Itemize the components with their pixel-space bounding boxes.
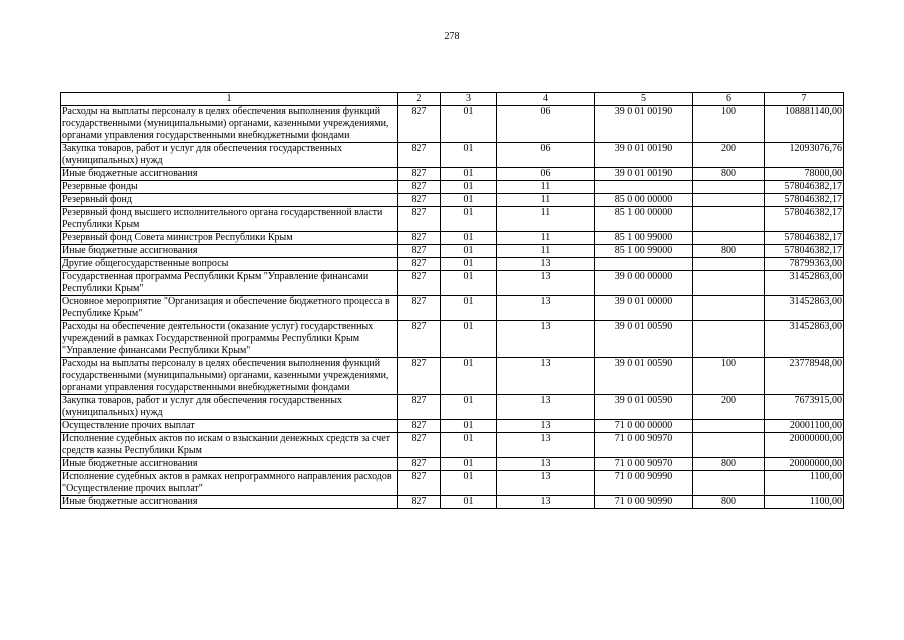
table-row [61,232,844,245]
cell-expense-name: Резервный фонд высшего исполнительного органа государственной власти Республики Крым [61,207,398,232]
cell-expense-type: 200 [693,395,765,420]
cell-expense-type [693,321,765,358]
cell-section-code: 01 [441,258,497,271]
table-row [61,245,844,258]
cell-amount: 108881140,00 [765,106,844,143]
cell-subsection-code: 13 [497,271,595,296]
cell-subsection-code: 06 [497,143,595,168]
cell-expense-type: 100 [693,358,765,395]
cell-amount: 12093076,76 [765,143,844,168]
cell-section-code: 01 [441,420,497,433]
cell-subsection-code: 06 [497,106,595,143]
cell-ministry-code: 827 [398,420,441,433]
table-row [61,433,844,458]
page-number: 278 [444,31,460,42]
cell-subsection-code: 06 [497,168,595,181]
cell-subsection-code: 13 [497,358,595,395]
cell-target-article: 39 0 01 00590 [595,395,693,420]
cell-expense-name: Иные бюджетные ассигнования [61,496,398,509]
cell-target-article: 71 0 00 00000 [595,420,693,433]
cell-subsection-code: 11 [497,207,595,232]
cell-expense-type [693,471,765,496]
cell-amount: 20000000,00 [765,458,844,471]
cell-expense-name: Резервные фонды [61,181,398,194]
cell-target-article: 39 0 01 00190 [595,168,693,181]
cell-expense-type: 100 [693,106,765,143]
table-row [61,358,844,395]
table-row [61,106,844,143]
cell-expense-type [693,207,765,232]
cell-ministry-code: 827 [398,496,441,509]
cell-expense-type: 800 [693,496,765,509]
cell-ministry-code: 827 [398,143,441,168]
table-row [61,395,844,420]
cell-target-article: 39 0 00 00000 [595,271,693,296]
cell-amount: 78799363,00 [765,258,844,271]
cell-subsection-code: 11 [497,245,595,258]
cell-subsection-code: 13 [497,258,595,271]
cell-target-article: 85 1 00 99000 [595,232,693,245]
cell-subsection-code: 11 [497,232,595,245]
column-header-1: 1 [61,93,398,106]
cell-expense-name: Государственная программа Республики Крым "Управление финансами Республики Крым" [61,271,398,296]
cell-expense-type [693,271,765,296]
table-row [61,143,844,168]
cell-expense-name: Закупка товаров, работ и услуг для обеспечения государственных (муниципальных) нужд [61,143,398,168]
cell-ministry-code: 827 [398,471,441,496]
cell-ministry-code: 827 [398,245,441,258]
table-row [61,420,844,433]
column-header-3: 3 [441,93,497,106]
cell-expense-name: Осуществление прочих выплат [61,420,398,433]
cell-expense-name: Основное мероприятие "Организация и обеспечение бюджетного процесса в Республике Крым" [61,296,398,321]
cell-ministry-code: 827 [398,194,441,207]
cell-amount: 31452863,00 [765,296,844,321]
cell-target-article: 71 0 00 90970 [595,458,693,471]
cell-subsection-code: 13 [497,296,595,321]
cell-section-code: 01 [441,433,497,458]
cell-expense-name: Расходы на обеспечение деятельности (оказание услуг) государственных учреждений в рамках Государственной программы Республики Крым "Управление финансами Республики Крым" [61,321,398,358]
cell-amount: 31452863,00 [765,321,844,358]
cell-section-code: 01 [441,458,497,471]
table-row [61,258,844,271]
cell-expense-type: 800 [693,458,765,471]
cell-section-code: 01 [441,194,497,207]
cell-amount: 7673915,00 [765,395,844,420]
cell-target-article: 39 0 01 00000 [595,296,693,321]
table-row [61,181,844,194]
cell-amount: 578046382,17 [765,181,844,194]
cell-target-article: 71 0 00 90970 [595,433,693,458]
cell-target-article: 39 0 01 00590 [595,358,693,395]
table-row [61,168,844,181]
table-row [61,207,844,232]
cell-section-code: 01 [441,296,497,321]
table-row [61,194,844,207]
cell-ministry-code: 827 [398,395,441,420]
cell-amount: 23778948,00 [765,358,844,395]
cell-ministry-code: 827 [398,232,441,245]
cell-target-article: 85 1 00 99000 [595,245,693,258]
table-row [61,458,844,471]
cell-expense-name: Другие общегосударственные вопросы [61,258,398,271]
column-header-6: 6 [693,93,765,106]
cell-ministry-code: 827 [398,296,441,321]
cell-amount: 20000000,00 [765,433,844,458]
cell-target-article: 85 0 00 00000 [595,194,693,207]
table-body [61,106,844,509]
cell-section-code: 01 [441,143,497,168]
cell-target-article: 71 0 00 90990 [595,496,693,509]
cell-expense-name: Иные бюджетные ассигнования [61,458,398,471]
table-row [61,496,844,509]
column-header-5: 5 [595,93,693,106]
cell-section-code: 01 [441,106,497,143]
cell-section-code: 01 [441,321,497,358]
table-row [61,471,844,496]
cell-ministry-code: 827 [398,207,441,232]
cell-ministry-code: 827 [398,358,441,395]
cell-expense-type: 200 [693,143,765,168]
cell-expense-name: Резервный фонд [61,194,398,207]
cell-amount: 578046382,17 [765,207,844,232]
budget-table [60,92,844,509]
cell-section-code: 01 [441,207,497,232]
cell-amount: 20001100,00 [765,420,844,433]
cell-ministry-code: 827 [398,181,441,194]
cell-expense-name: Исполнение судебных актов по искам о взыскании денежных средств за счет средств казны Республики Крым [61,433,398,458]
cell-subsection-code: 11 [497,194,595,207]
cell-target-article: 71 0 00 90990 [595,471,693,496]
table-row [61,321,844,358]
cell-section-code: 01 [441,168,497,181]
cell-expense-name: Иные бюджетные ассигнования [61,245,398,258]
table-header [61,93,844,106]
cell-expense-type [693,420,765,433]
cell-ministry-code: 827 [398,106,441,143]
cell-target-article: 39 0 01 00190 [595,106,693,143]
cell-expense-name: Расходы на выплаты персоналу в целях обеспечения выполнения функций государственными (муниципальными) органами, казенными учреждениями, органами управления государственными внебюджетными фондами [61,106,398,143]
cell-subsection-code: 13 [497,471,595,496]
cell-ministry-code: 827 [398,271,441,296]
cell-amount: 1100,00 [765,471,844,496]
column-header-7: 7 [765,93,844,106]
cell-section-code: 01 [441,181,497,194]
cell-expense-type [693,258,765,271]
table-row [61,296,844,321]
cell-amount: 578046382,17 [765,194,844,207]
cell-amount: 578046382,17 [765,232,844,245]
cell-expense-type [693,181,765,194]
cell-expense-type: 800 [693,245,765,258]
cell-subsection-code: 13 [497,458,595,471]
cell-ministry-code: 827 [398,458,441,471]
cell-expense-type [693,296,765,321]
cell-section-code: 01 [441,232,497,245]
cell-ministry-code: 827 [398,321,441,358]
cell-subsection-code: 11 [497,181,595,194]
cell-target-article: 39 0 01 00190 [595,143,693,168]
cell-target-article [595,258,693,271]
cell-subsection-code: 13 [497,433,595,458]
cell-section-code: 01 [441,358,497,395]
cell-target-article: 39 0 01 00590 [595,321,693,358]
cell-section-code: 01 [441,245,497,258]
cell-target-article: 85 1 00 00000 [595,207,693,232]
cell-section-code: 01 [441,471,497,496]
table-row [61,271,844,296]
cell-ministry-code: 827 [398,433,441,458]
cell-subsection-code: 13 [497,321,595,358]
header-row [61,93,844,106]
cell-amount: 78000,00 [765,168,844,181]
cell-expense-type [693,194,765,207]
cell-target-article [595,181,693,194]
cell-amount: 578046382,17 [765,245,844,258]
cell-expense-name: Расходы на выплаты персоналу в целях обеспечения выполнения функций государственными (муниципальными) органами, казенными учреждениями, органами управления государственными внебюджетными фондами [61,358,398,395]
cell-section-code: 01 [441,496,497,509]
cell-section-code: 01 [441,395,497,420]
cell-expense-name: Закупка товаров, работ и услуг для обеспечения государственных (муниципальных) нужд [61,395,398,420]
cell-expense-type: 800 [693,168,765,181]
cell-subsection-code: 13 [497,496,595,509]
cell-expense-name: Резервный фонд Совета министров Республики Крым [61,232,398,245]
cell-subsection-code: 13 [497,420,595,433]
cell-expense-type [693,232,765,245]
column-header-4: 4 [497,93,595,106]
column-header-2: 2 [398,93,441,106]
cell-subsection-code: 13 [497,395,595,420]
cell-expense-name: Исполнение судебных актов в рамках непрограммного направления расходов "Осуществление прочих выплат" [61,471,398,496]
cell-expense-type [693,433,765,458]
cell-amount: 1100,00 [765,496,844,509]
cell-amount: 31452863,00 [765,271,844,296]
cell-section-code: 01 [441,271,497,296]
cell-ministry-code: 827 [398,258,441,271]
cell-expense-name: Иные бюджетные ассигнования [61,168,398,181]
cell-ministry-code: 827 [398,168,441,181]
